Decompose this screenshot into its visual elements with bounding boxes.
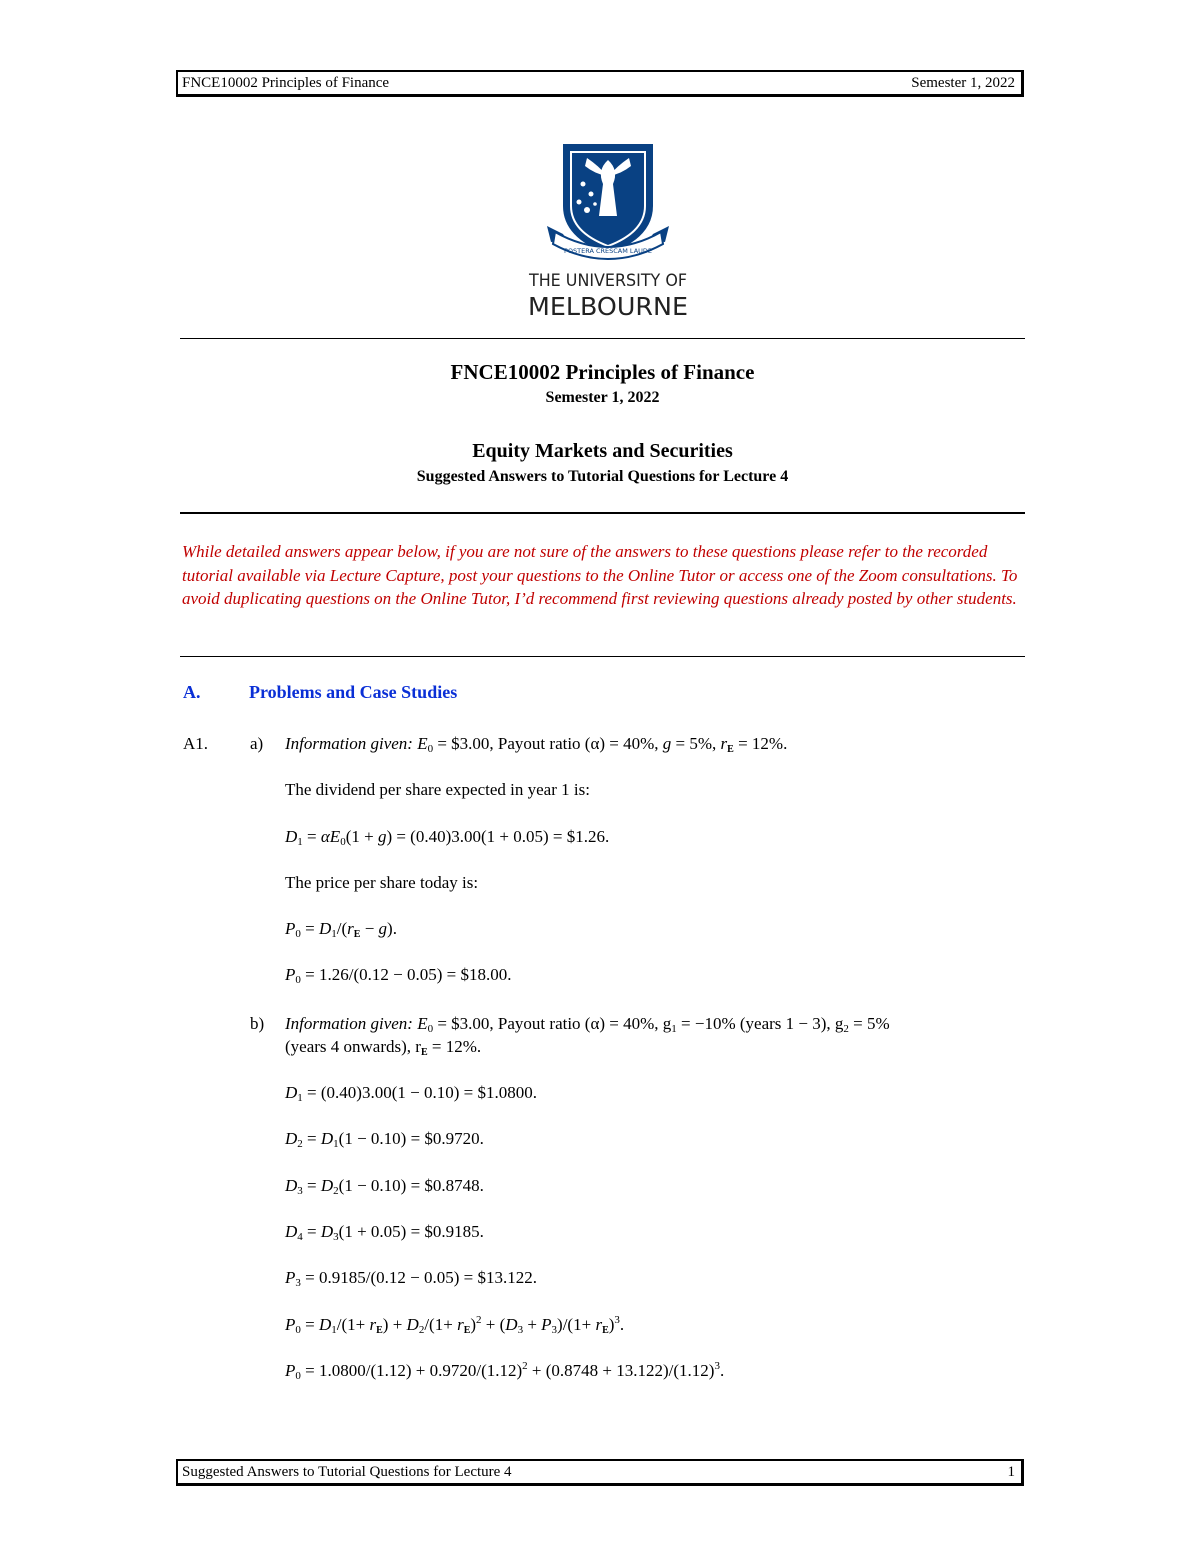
part-a-info: Information given: $E_0$ = $3.00, Payout ratio (α) = 40%, g = 5%, $r_E = 12\%$. — [285, 734, 788, 755]
page-header — [176, 70, 1024, 97]
footer-title: Suggested Answers to Tutorial Questions for Lecture 4 — [182, 1464, 512, 1480]
section-title: Problems and Case Studies — [249, 682, 458, 702]
equation-b-p0-value: $P_0 = 1.0800/(1.12) + 0.9720/(1.12)^2 + (0.8748 + 13.122)/(1.12)^3$. — [285, 1360, 725, 1382]
semester-title: Semester 1, 2022 — [545, 389, 660, 406]
crest-icon — [547, 144, 669, 259]
page-number: 1 — [1007, 1464, 1015, 1480]
header-course: FNCE10002 Principles of Finance — [182, 75, 390, 91]
divider — [180, 338, 1025, 339]
subtitle: Suggested Answers to Tutorial Questions for Lecture 4 — [416, 468, 789, 485]
divider — [180, 656, 1025, 657]
equation-d1: $D_1 = \alpha E_0(1 + g) = (0.40)3.00(1 + 0.05)$ = $1.26. — [285, 827, 610, 848]
part-a-label: a) — [250, 734, 264, 753]
course-title: FNCE10002 Principles of Finance — [450, 360, 755, 384]
header-semester: Semester 1, 2022 — [911, 75, 1015, 91]
divider — [180, 512, 1025, 514]
part-b-info-cont: (years 4 onwards), $r_E = 12\%$. — [285, 1037, 482, 1058]
university-logo — [527, 136, 689, 320]
part-b-label: b) — [250, 1014, 265, 1033]
equation-b-d3: $D_3 = D_2(1 - 0.10)$ = $0.8748. — [285, 1176, 484, 1197]
equation-p0-value: $P_0 = 1.26/(0.12 - 0.05)$ = $18.00. — [285, 965, 512, 986]
section-label: A. — [183, 682, 201, 702]
logo-line2: MELBOURNE — [528, 292, 688, 320]
equation-b-d1: $D_1 = (0.40)3.00(1 - 0.10)$ = $1.0800. — [285, 1083, 537, 1104]
help-note: While detailed answers appear below, if you are not sure of the answers to these questions please refer to the recorded tutorial available via Lecture Capture, post your questions to the Online Tutor or access one of the Zoom consultations. To avoid duplicating questions on the Online Tutor, I’d recommend first reviewing questions already posted by other students. — [182, 542, 1018, 608]
equation-b-d4: $D_4 = D_3(1 + 0.05)$ = $0.9185. — [285, 1222, 484, 1243]
part-b-info: Information given: $E_0$ = $3.00, Payout ratio (α) = 40%, $g_1 = -10\%$ (years 1 − 3), $g_2 = 5\%$ — [285, 1014, 890, 1035]
equation-p0-formula: $P_0 = D_1/(r_E - g)$. — [285, 919, 397, 940]
equation-b-p3: $P_3 = 0.9185/(0.12 - 0.05)$ = $13.122. — [285, 1268, 537, 1289]
logo-line1: THE UNIVERSITY OF — [528, 271, 687, 291]
equation-b-p0-formula: $P_0 = D_1/(1+ r_E) + D_2/(1+ r_E)^2 + (D_3 + P_3)/(1+ r_E)^3$. — [285, 1314, 625, 1336]
topic-title: Equity Markets and Securities — [472, 440, 733, 462]
dividend-intro: The dividend per share expected in year 1 is: — [285, 780, 590, 799]
price-intro: The price per share today is: — [285, 873, 479, 892]
page-footer — [176, 1459, 1024, 1486]
question-number: A1. — [183, 734, 209, 753]
logo-motto: POSTERA CRESCAM LAUDE — [563, 247, 653, 255]
equation-b-d2: $D_2 = D_1(1 - 0.10)$ = $0.9720. — [285, 1129, 484, 1150]
